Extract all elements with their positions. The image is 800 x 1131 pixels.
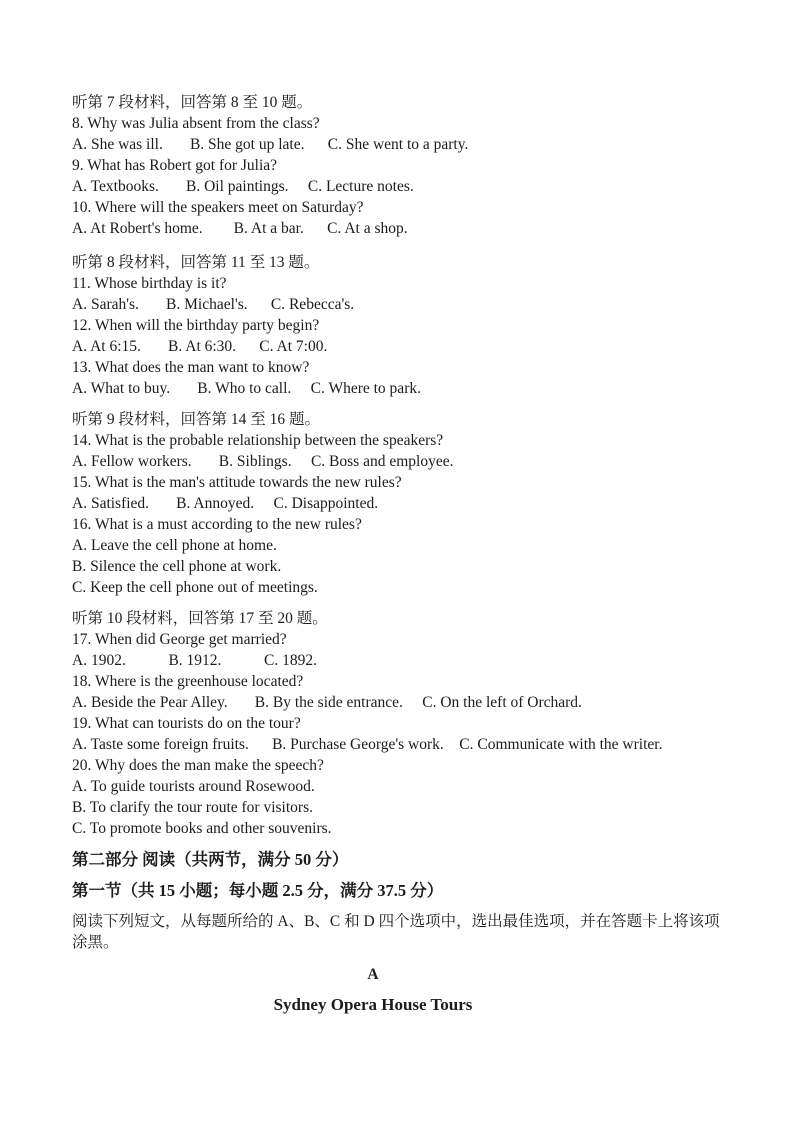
question-13: 13. What does the man want to know? [72,359,310,376]
listening-block-9 [72,409,730,598]
part2-reading-section [72,849,730,1015]
options-14: A. Fellow workers. B. Siblings. C. Boss and employee. [72,453,454,470]
passage-title: Sydney Opera House Tours [273,995,473,1014]
option-16-b: B. Silence the cell phone at work. [72,558,282,575]
options-8: A. She was ill. B. She got up late. C. She went to a party. [72,136,469,153]
part2-instructions: 阅读下列短文，从每题所给的 A、B、C 和 D 四个选项中，选出最佳选项，并在答题卡上将该项涂黑。 [72,913,720,951]
listening-block-10 [72,608,730,839]
passage-label: A [367,966,379,983]
part2-section1-title: 第一节（共 15 小题；每小题 2.5 分，满分 37.5 分） [72,881,444,900]
question-8: 8. Why was Julia absent from the class? [72,115,320,132]
question-16: 16. What is a must according to the new rules? [72,516,362,533]
options-13: A. What to buy. B. Who to call. C. Where to park. [72,380,421,397]
question-17: 17. When did George get married? [72,631,287,648]
options-9: A. Textbooks. B. Oil paintings. C. Lecture notes. [72,178,414,195]
listening-block-8 [72,252,730,399]
options-19: A. Taste some foreign fruits. B. Purchase George's work. C. Communicate with the writer. [72,736,663,753]
option-16-a: A. Leave the cell phone at home. [72,537,277,554]
question-19: 19. What can tourists do on the tour? [72,715,301,732]
option-20-a: A. To guide tourists around Rosewood. [72,778,315,795]
part2-title: 第二部分 阅读（共两节，满分 50 分） [72,850,349,869]
question-12: 12. When will the birthday party begin? [72,317,320,334]
material-header-10: 听第 10 段材料，回答第 17 至 20 题。 [72,610,328,627]
options-17: A. 1902. B. 1912. C. 1892. [72,652,317,669]
question-9: 9. What has Robert got for Julia? [72,157,278,174]
options-11: A. Sarah's. B. Michael's. C. Rebecca's. [72,296,355,313]
question-10: 10. Where will the speakers meet on Saturday? [72,199,364,216]
question-20: 20. Why does the man make the speech? [72,757,324,774]
options-15: A. Satisfied. B. Annoyed. C. Disappointed. [72,495,379,512]
question-15: 15. What is the man's attitude towards the new rules? [72,474,402,491]
options-18: A. Beside the Pear Alley. B. By the side entrance. C. On the left of Orchard. [72,694,582,711]
material-header-7: 听第 7 段材料，回答第 8 至 10 题。 [72,94,313,111]
material-header-8: 听第 8 段材料，回答第 11 至 13 题。 [72,254,320,271]
option-20-b: B. To clarify the tour route for visitors. [72,799,313,816]
listening-block-7 [72,92,730,239]
options-10: A. At Robert's home. B. At a bar. C. At a shop. [72,220,408,237]
material-header-9: 听第 9 段材料，回答第 14 至 16 题。 [72,411,321,428]
options-12: A. At 6:15. B. At 6:30. C. At 7:00. [72,338,328,355]
option-20-c: C. To promote books and other souvenirs. [72,820,332,837]
question-11: 11. Whose birthday is it? [72,275,227,292]
question-18: 18. Where is the greenhouse located? [72,673,304,690]
option-16-c: C. Keep the cell phone out of meetings. [72,579,318,596]
question-14: 14. What is the probable relationship between the speakers? [72,432,444,449]
